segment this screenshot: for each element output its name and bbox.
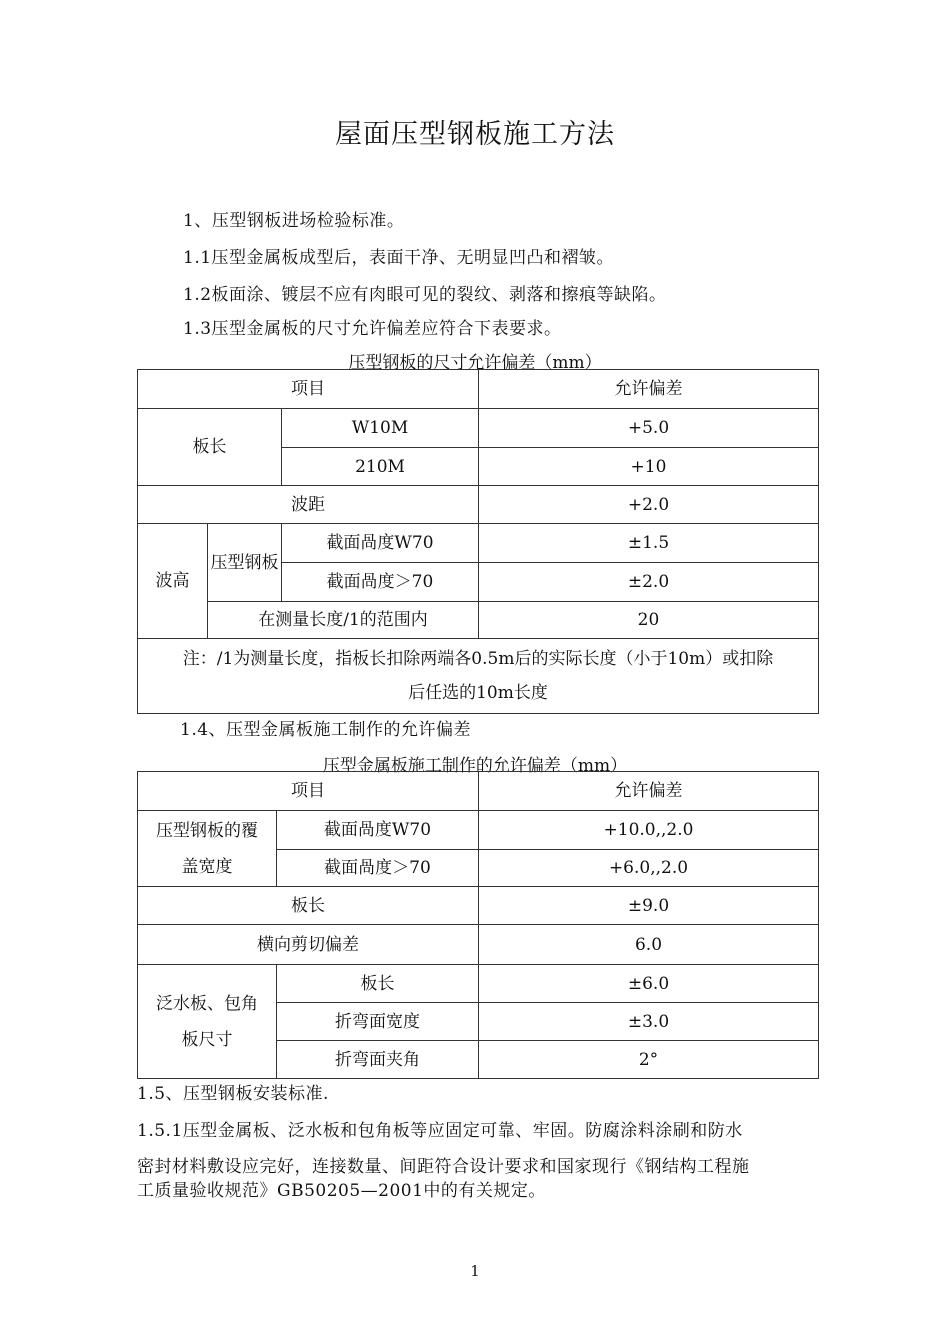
table1-note: [138, 639, 819, 714]
table2-cell-section-le70: 截面咼度W70: [277, 811, 479, 850]
table1-caption: 压型钢板的尺寸允许偏差（mm）: [348, 353, 602, 373]
table2-cell-banchang: 板长: [138, 887, 479, 925]
table2-cell-section-gt70-value: +6.0,,2.0: [479, 850, 819, 887]
table1-note-line2: 后任选的10m长度: [408, 683, 548, 703]
table2-cell-section-le70-value: +10.0,,2.0: [479, 811, 819, 850]
paragraph-1-1: 1.1压型金属板成型后，表面干净、无明显凹凸和褶皱。: [183, 248, 615, 268]
paragraph-1-5: 1.5、压型钢板安装标准.: [137, 1084, 329, 1104]
table2-cell-section-gt70: 截面咼度＞70: [277, 850, 479, 887]
table1-cell-bogao: 波高: [138, 524, 208, 639]
table1-cell-section-gt70-value: ±2.0: [479, 563, 819, 602]
paragraph-1-5-1-line1: 1.5.1压型金属板、泛水板和包角板等应固定可靠、牢固。防腐涂料涂刷和防水: [137, 1121, 743, 1141]
table1-cell-210m-value: +10: [479, 448, 819, 486]
table1-cell-section-le70: 截面咼度W70: [282, 524, 479, 563]
table2-flashing-line1: 泛水板、包角: [156, 993, 258, 1014]
table1-cell-measure-range: 在测量长度/1的范围内: [208, 602, 479, 639]
paragraph-1-2: 1.2板面涂、镀层不应有肉眼可见的裂纹、剥落和擦痕等缺陷。: [183, 285, 667, 305]
table2-caption: 压型金属板施工制作的允许偏差（mm）: [322, 756, 628, 776]
table1-cell-yaxing: 压型钢板: [208, 524, 282, 602]
table2-cell-transverse-cut: 横向剪切偏差: [138, 925, 479, 965]
page-title: 屋面压型钢板施工方法: [335, 119, 615, 150]
table2-cell-transverse-cut-value: 6.0: [479, 925, 819, 965]
table2-cell-bend-angle: 折弯面夹角: [277, 1041, 479, 1079]
paragraph-1-5-1-line2: 密封材料敷设应完好，连接数量、间距符合设计要求和国家现行《钢结构工程施: [137, 1157, 750, 1177]
table2: [137, 771, 819, 1079]
table2-cell-flashing: [138, 965, 277, 1079]
table1-cell-banchang: 板长: [138, 409, 282, 486]
table1: [137, 369, 819, 714]
table2-cover-width-line1: 压型钢板的覆: [156, 820, 258, 841]
table1-cell-boju: 波距: [138, 486, 479, 524]
table2-cell-banchang-value: ±9.0: [479, 887, 819, 925]
paragraph-1-4: 1.4、压型金属板施工制作的允许偏差: [180, 720, 472, 740]
table1-header-item: 项目: [138, 370, 479, 409]
table2-flashing-line2: 板尺寸: [181, 1029, 233, 1050]
table2-header-tolerance: 允许偏差: [479, 772, 819, 811]
table2-cell-flashing-length-value: ±6.0: [479, 965, 819, 1003]
page-number: 1: [470, 1262, 480, 1280]
table1-cell-measure-range-value: 20: [479, 602, 819, 639]
paragraph-1-3: 1.3压型金属板的尺寸允许偏差应符合下表要求。: [183, 319, 562, 339]
table2-cell-cover-width: [138, 811, 277, 887]
section-1-heading: 1、压型钢板进场检验标准。: [183, 211, 405, 231]
table2-cell-bend-angle-value: 2°: [479, 1041, 819, 1079]
table2-cell-bend-width-value: ±3.0: [479, 1003, 819, 1041]
table2-cover-width-line2: 盖宽度: [181, 856, 233, 877]
table1-cell-boju-value: +2.0: [479, 486, 819, 524]
table2-cell-flashing-length: 板长: [277, 965, 479, 1003]
table1-cell-section-le70-value: ±1.5: [479, 524, 819, 563]
table1-cell-210m: 210M: [282, 448, 479, 486]
table1-note-line1: 注：/1为测量长度，指板长扣除两端各0.5m后的实际长度（小于10m）或扣除: [182, 649, 774, 669]
paragraph-1-5-1-line3: 工质量验收规范》GB50205—2001中的有关规定。: [137, 1181, 546, 1201]
table2-cell-bend-width: 折弯面宽度: [277, 1003, 479, 1041]
table2-header-item: 项目: [138, 772, 479, 811]
table1-cell-section-gt70: 截面咼度＞70: [282, 563, 479, 602]
table1-cell-w10m-value: +5.0: [479, 409, 819, 448]
table1-cell-w10m: W10M: [282, 409, 479, 448]
table1-header-tolerance: 允许偏差: [479, 370, 819, 409]
